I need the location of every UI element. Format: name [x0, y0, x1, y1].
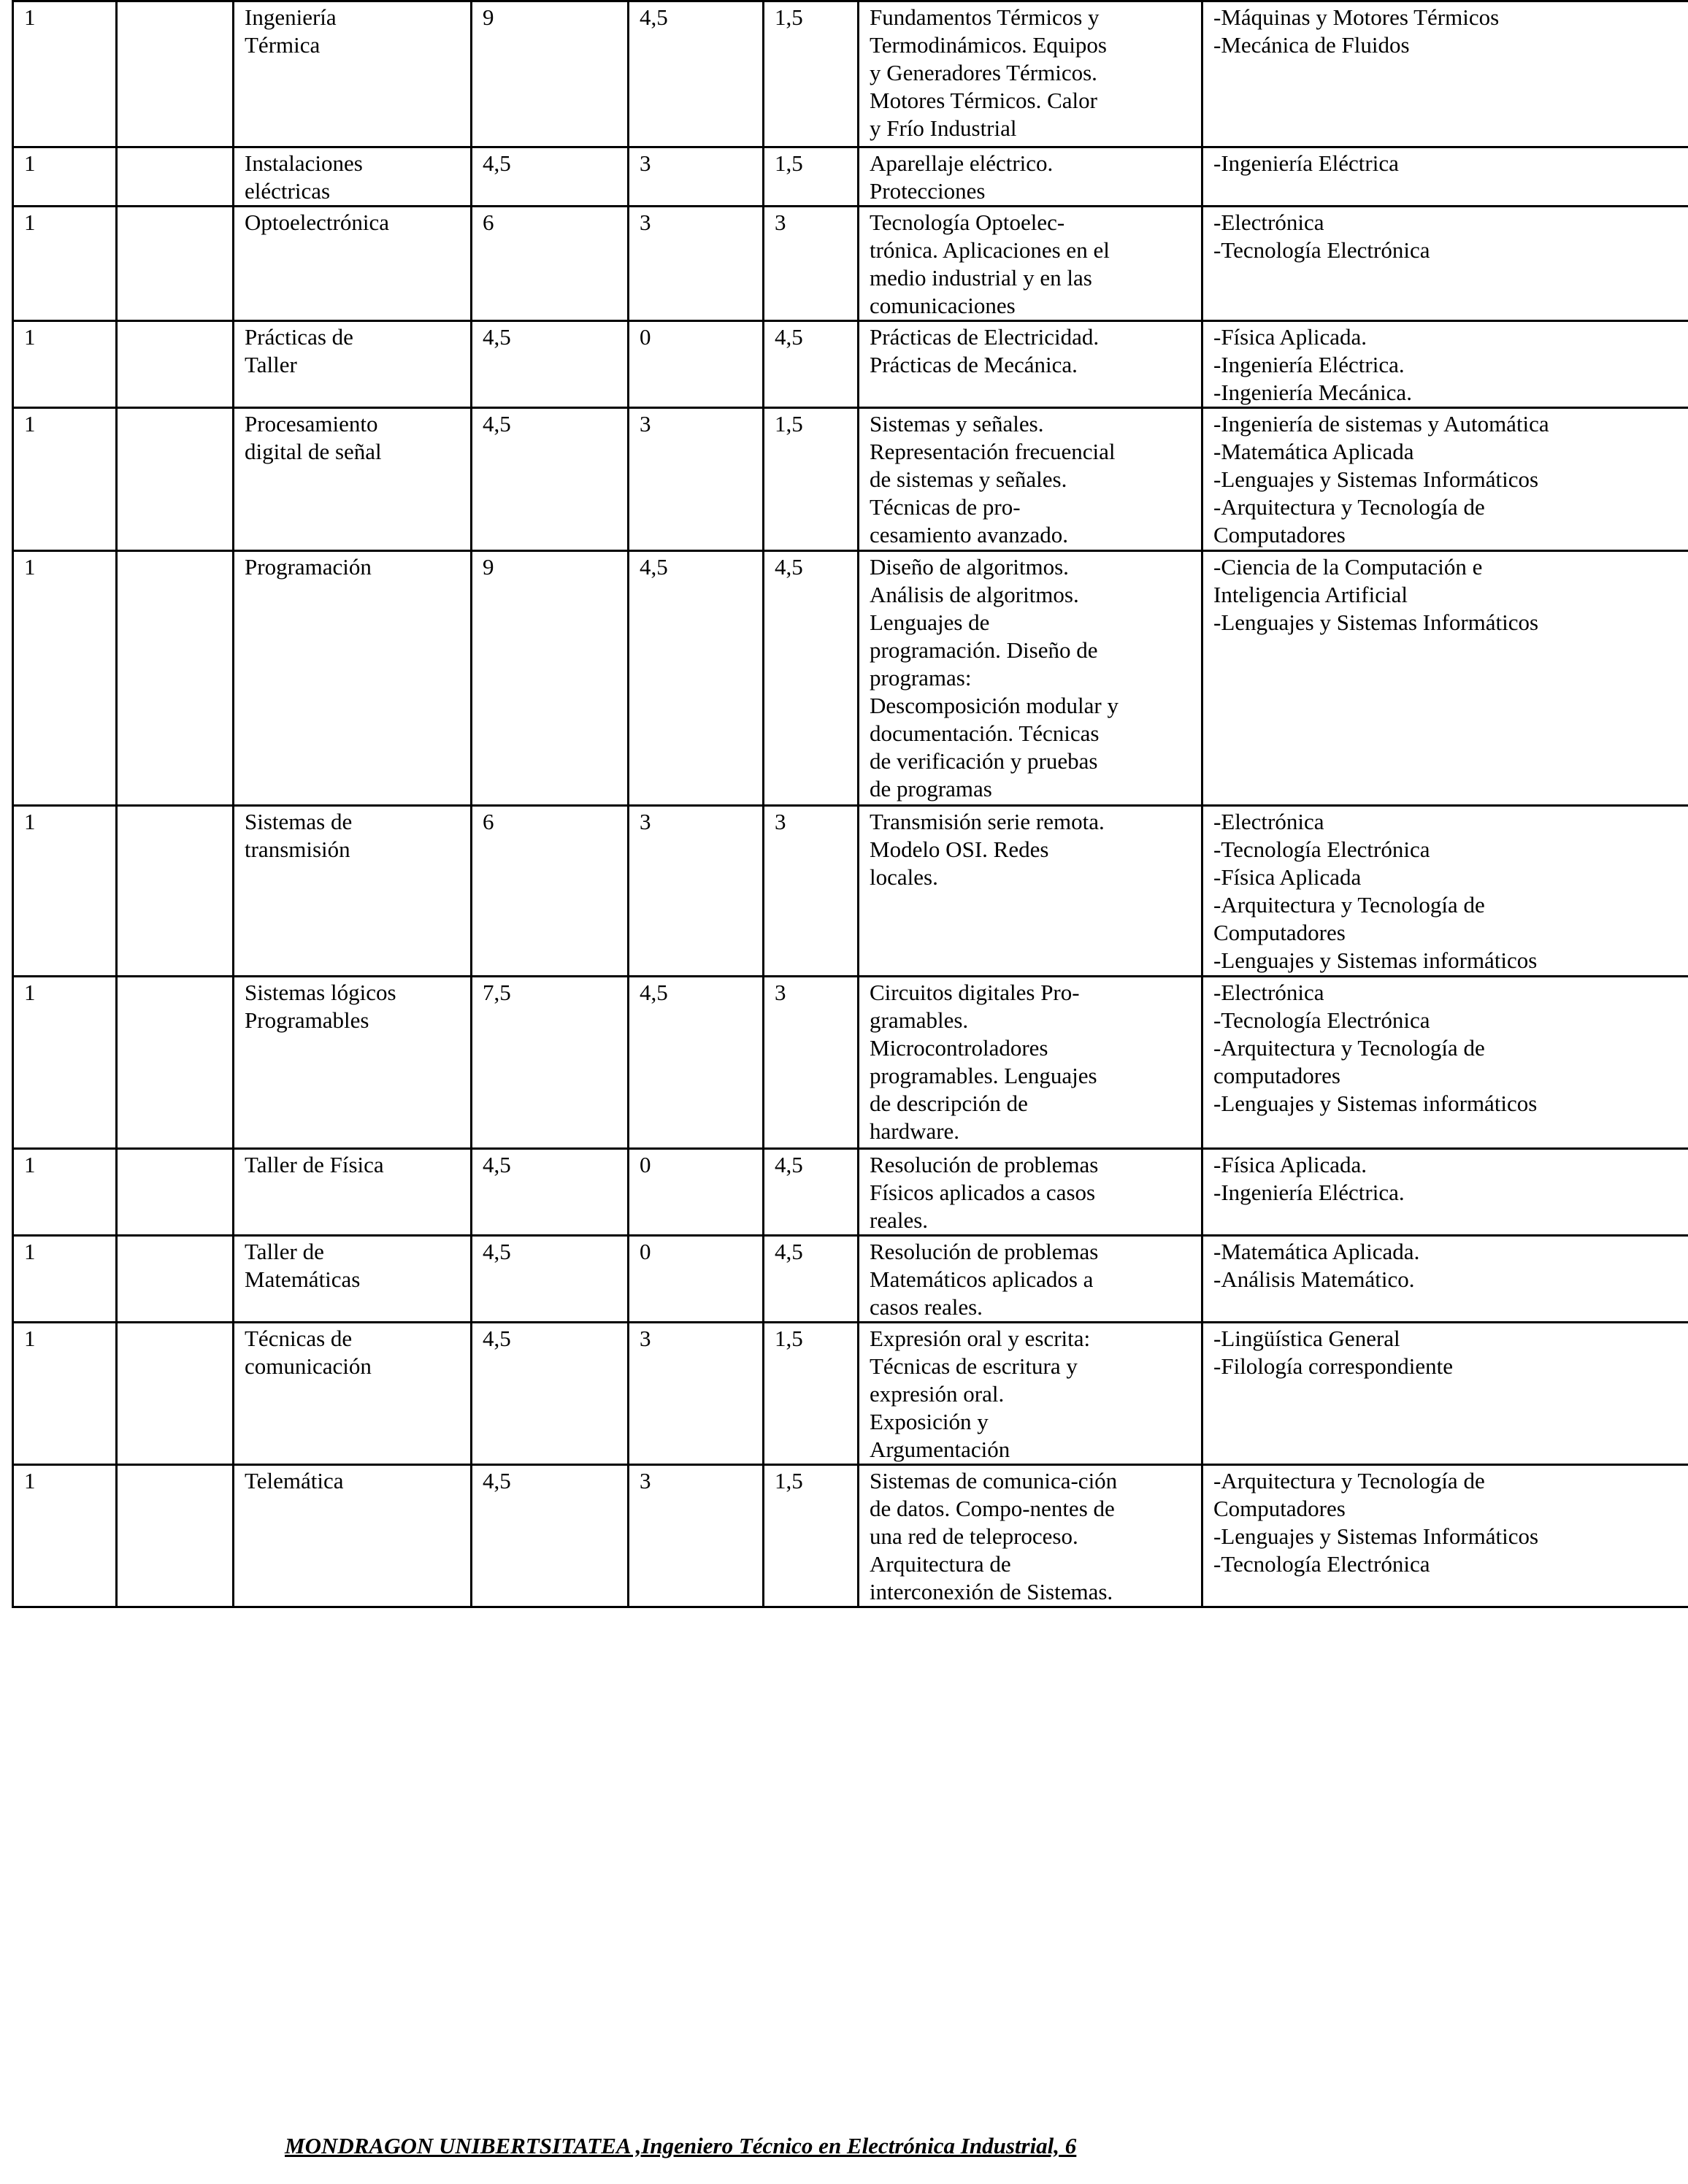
table-row [13, 977, 1688, 1149]
semester-cell [117, 977, 234, 1149]
descriptors-line: Protecciones [870, 178, 986, 204]
table-row [13, 1465, 1688, 1607]
knowledge-areas-line: -Tecnología Electrónica [1213, 1007, 1430, 1033]
subject-cell [234, 1149, 472, 1236]
knowledge-areas-cell [1202, 1465, 1688, 1607]
knowledge-areas-line: -Análisis Matemático. [1213, 1266, 1415, 1292]
descriptors-line: y Generadores Térmicos. [870, 60, 1097, 85]
descriptors-cell [859, 1323, 1202, 1465]
semester-cell [117, 207, 234, 321]
descriptors-line: Transmisión serie remota. [870, 809, 1105, 834]
subject-cell [234, 806, 472, 977]
table-row [13, 1, 1688, 147]
theory-credits-cell: 4,5 [629, 977, 764, 1149]
theory-credits-cell: 0 [629, 1236, 764, 1323]
descriptors-line: reales. [870, 1207, 929, 1233]
semester-cell [117, 1323, 234, 1465]
descriptors-line: trónica. Aplicaciones en el [870, 237, 1110, 263]
descriptors-line: Técnicas de pro- [870, 494, 1021, 520]
descriptors-line: de sistemas y señales. [870, 466, 1067, 492]
knowledge-areas-line: Computadores [1213, 1496, 1346, 1521]
subject-line: Programables [245, 1007, 369, 1033]
descriptors-line: programación. Diseño de [870, 637, 1098, 663]
semester-cell [117, 147, 234, 207]
descriptors-line: Fundamentos Térmicos y [870, 4, 1100, 30]
descriptors-cell [859, 207, 1202, 321]
subject-cell [234, 1, 472, 147]
knowledge-areas-line: -Tecnología Electrónica [1213, 237, 1430, 263]
knowledge-areas-line: -Lenguajes y Sistemas Informáticos [1213, 1523, 1539, 1549]
semester-cell [117, 1149, 234, 1236]
subject-cell [234, 1236, 472, 1323]
table-row [13, 551, 1688, 806]
descriptors-line: interconexión de Sistemas. [870, 1579, 1113, 1604]
knowledge-areas-line: -Máquinas y Motores Térmicos [1213, 4, 1500, 30]
table-row [13, 207, 1688, 321]
knowledge-areas-cell [1202, 551, 1688, 806]
subject-cell [234, 207, 472, 321]
subject-cell [234, 1465, 472, 1607]
subject-line: Taller de [245, 1239, 324, 1264]
descriptors-cell [859, 806, 1202, 977]
knowledge-areas-line: computadores [1213, 1063, 1340, 1088]
descriptors-line: Técnicas de escritura y [870, 1353, 1078, 1379]
descriptors-line: programas: [870, 665, 972, 691]
knowledge-areas-line: Inteligencia Artificial [1213, 582, 1408, 607]
descriptors-line: de verificación y pruebas [870, 748, 1098, 774]
descriptors-cell [859, 1149, 1202, 1236]
table-row [13, 408, 1688, 551]
total-credits-cell: 4,5 [472, 1323, 629, 1465]
semester-cell [117, 1, 234, 147]
descriptors-line: Exposición y [870, 1409, 989, 1434]
subject-line: Sistemas lógicos [245, 980, 396, 1005]
knowledge-areas-cell [1202, 321, 1688, 408]
knowledge-areas-line: -Ingeniería Eléctrica. [1213, 352, 1405, 377]
descriptors-line: Circuitos digitales Pro- [870, 980, 1080, 1005]
descriptors-cell [859, 1465, 1202, 1607]
table-row [13, 1236, 1688, 1323]
practical-credits-cell: 3 [764, 977, 859, 1149]
subject-line: digital de señal [245, 439, 382, 464]
curriculum-rows [13, 1, 1688, 1607]
descriptors-line: Aparellaje eléctrico. [870, 150, 1054, 176]
theory-credits-cell: 3 [629, 1465, 764, 1607]
subject-line: Ingeniería [245, 4, 337, 30]
table-row [13, 1323, 1688, 1465]
descriptors-line: Sistemas de comunica-ción [870, 1468, 1118, 1493]
practical-credits-cell: 4,5 [764, 1236, 859, 1323]
descriptors-line: de datos. Compo-nentes de [870, 1496, 1115, 1521]
descriptors-line: expresión oral. [870, 1381, 1005, 1407]
knowledge-areas-line: -Ingeniería Eléctrica [1213, 150, 1399, 176]
theory-credits-cell: 4,5 [629, 551, 764, 806]
descriptors-line: Tecnología Optoelec- [870, 209, 1065, 235]
course-cell: 1 [13, 408, 117, 551]
descriptors-line: una red de teleproceso. [870, 1523, 1078, 1549]
subject-line: Técnicas de [245, 1326, 353, 1351]
curriculum-table-container [12, 0, 1688, 1608]
theory-credits-cell: 3 [629, 147, 764, 207]
total-credits-cell: 4,5 [472, 321, 629, 408]
knowledge-areas-line: Computadores [1213, 920, 1346, 945]
descriptors-line: medio industrial y en las [870, 265, 1092, 291]
total-credits-cell: 4,5 [472, 1149, 629, 1236]
knowledge-areas-line: -Lenguajes y Sistemas informáticos [1213, 1091, 1538, 1116]
knowledge-areas-line: -Tecnología Electrónica [1213, 1551, 1430, 1577]
course-cell: 1 [13, 1323, 117, 1465]
subject-cell [234, 321, 472, 408]
practical-credits-cell: 1,5 [764, 408, 859, 551]
knowledge-areas-line: -Matemática Aplicada. [1213, 1239, 1420, 1264]
descriptors-line: Microcontroladores [870, 1035, 1048, 1061]
descriptors-line: programables. Lenguajes [870, 1063, 1097, 1088]
subject-line: Térmica [245, 32, 321, 58]
practical-credits-cell: 3 [764, 806, 859, 977]
subject-line: Sistemas de [245, 809, 353, 834]
knowledge-areas-line: -Arquitectura y Tecnología de [1213, 892, 1485, 918]
descriptors-line: Expresión oral y escrita: [870, 1326, 1091, 1351]
knowledge-areas-line: -Lingüística General [1213, 1326, 1400, 1351]
knowledge-areas-line: -Ingeniería Eléctrica. [1213, 1180, 1405, 1205]
knowledge-areas-line: -Filología correspondiente [1213, 1353, 1453, 1379]
subject-line: Telemática [245, 1468, 344, 1493]
descriptors-line: de descripción de [870, 1091, 1028, 1116]
knowledge-areas-cell [1202, 1323, 1688, 1465]
subject-line: eléctricas [245, 178, 331, 204]
page-footer: MONDRAGON UNIBERTSITATEA ,Ingeniero Técnico en Electrónica Industrial, 6 [285, 2133, 1077, 2158]
descriptors-line: Resolución de problemas [870, 1239, 1099, 1264]
practical-credits-cell: 1,5 [764, 1465, 859, 1607]
descriptors-line: Arquitectura de [870, 1551, 1011, 1577]
total-credits-cell: 6 [472, 806, 629, 977]
descriptors-line: Físicos aplicados a casos [870, 1180, 1096, 1205]
subject-cell [234, 977, 472, 1149]
knowledge-areas-cell [1202, 1149, 1688, 1236]
knowledge-areas-cell [1202, 408, 1688, 551]
theory-credits-cell: 0 [629, 321, 764, 408]
knowledge-areas-line: -Física Aplicada. [1213, 324, 1367, 350]
knowledge-areas-cell [1202, 147, 1688, 207]
knowledge-areas-cell [1202, 1, 1688, 147]
descriptors-cell [859, 147, 1202, 207]
descriptors-line: hardware. [870, 1118, 960, 1144]
course-cell: 1 [13, 1, 117, 147]
total-credits-cell: 9 [472, 1, 629, 147]
descriptors-line: de programas [870, 776, 992, 801]
course-cell: 1 [13, 1236, 117, 1323]
course-cell: 1 [13, 977, 117, 1149]
descriptors-line: y Frío Industrial [870, 115, 1017, 141]
knowledge-areas-line: -Lenguajes y Sistemas informáticos [1213, 947, 1538, 973]
theory-credits-cell: 0 [629, 1149, 764, 1236]
practical-credits-cell: 4,5 [764, 1149, 859, 1236]
descriptors-line: Diseño de algoritmos. [870, 554, 1069, 580]
course-cell: 1 [13, 806, 117, 977]
descriptors-line: Resolución de problemas [870, 1152, 1099, 1177]
subject-line: Prácticas de [245, 324, 353, 350]
knowledge-areas-line: Computadores [1213, 522, 1346, 547]
subject-line: Programación [245, 554, 372, 580]
theory-credits-cell: 3 [629, 408, 764, 551]
knowledge-areas-line: -Ingeniería Mecánica. [1213, 380, 1412, 405]
knowledge-areas-line: -Lenguajes y Sistemas Informáticos [1213, 610, 1539, 635]
knowledge-areas-line: -Matemática Aplicada [1213, 439, 1414, 464]
knowledge-areas-line: -Arquitectura y Tecnología de [1213, 1468, 1485, 1493]
descriptors-cell [859, 321, 1202, 408]
descriptors-cell [859, 1, 1202, 147]
theory-credits-cell: 3 [629, 1323, 764, 1465]
semester-cell [117, 806, 234, 977]
subject-line: comunicación [245, 1353, 372, 1379]
subject-cell [234, 408, 472, 551]
total-credits-cell: 4,5 [472, 1236, 629, 1323]
knowledge-areas-line: -Arquitectura y Tecnología de [1213, 1035, 1485, 1061]
table-row [13, 1149, 1688, 1236]
practical-credits-cell: 4,5 [764, 551, 859, 806]
descriptors-line: Matemáticos aplicados a [870, 1266, 1094, 1292]
subject-line: Matemáticas [245, 1266, 361, 1292]
knowledge-areas-line: -Electrónica [1213, 209, 1324, 235]
course-cell: 1 [13, 147, 117, 207]
practical-credits-cell: 1,5 [764, 147, 859, 207]
subject-line: Optoelectrónica [245, 209, 389, 235]
descriptors-line: locales. [870, 864, 938, 890]
course-cell: 1 [13, 207, 117, 321]
knowledge-areas-cell [1202, 806, 1688, 977]
knowledge-areas-line: -Lenguajes y Sistemas Informáticos [1213, 466, 1539, 492]
practical-credits-cell: 1,5 [764, 1, 859, 147]
course-cell: 1 [13, 1465, 117, 1607]
course-cell: 1 [13, 551, 117, 806]
descriptors-line: Descomposición modular y [870, 693, 1119, 718]
course-cell: 1 [13, 321, 117, 408]
descriptors-line: cesamiento avanzado. [870, 522, 1068, 547]
practical-credits-cell: 3 [764, 207, 859, 321]
knowledge-areas-line: -Ingeniería de sistemas y Automática [1213, 411, 1549, 437]
descriptors-line: Prácticas de Electricidad. [870, 324, 1100, 350]
theory-credits-cell: 4,5 [629, 1, 764, 147]
descriptors-cell [859, 551, 1202, 806]
descriptors-cell [859, 1236, 1202, 1323]
descriptors-line: Análisis de algoritmos. [870, 582, 1079, 607]
total-credits-cell: 4,5 [472, 1465, 629, 1607]
theory-credits-cell: 3 [629, 207, 764, 321]
descriptors-line: Prácticas de Mecánica. [870, 352, 1078, 377]
descriptors-line: Motores Térmicos. Calor [870, 88, 1097, 113]
subject-line: Taller [245, 352, 297, 377]
subject-cell [234, 1323, 472, 1465]
knowledge-areas-line: -Electrónica [1213, 809, 1324, 834]
total-credits-cell: 6 [472, 207, 629, 321]
semester-cell [117, 1465, 234, 1607]
knowledge-areas-cell [1202, 207, 1688, 321]
total-credits-cell: 4,5 [472, 147, 629, 207]
course-cell: 1 [13, 1149, 117, 1236]
subject-cell [234, 551, 472, 806]
subject-line: Instalaciones [245, 150, 363, 176]
knowledge-areas-line: -Física Aplicada [1213, 864, 1362, 890]
subject-line: transmisión [245, 837, 350, 862]
subject-line: Taller de Física [245, 1152, 384, 1177]
table-row [13, 321, 1688, 408]
semester-cell [117, 321, 234, 408]
subject-cell [234, 147, 472, 207]
descriptors-cell [859, 977, 1202, 1149]
descriptors-line: Argumentación [870, 1437, 1010, 1462]
table-row [13, 806, 1688, 977]
knowledge-areas-line: -Física Aplicada. [1213, 1152, 1367, 1177]
knowledge-areas-line: -Electrónica [1213, 980, 1324, 1005]
semester-cell [117, 408, 234, 551]
descriptors-line: Sistemas y señales. [870, 411, 1044, 437]
descriptors-line: Lenguajes de [870, 610, 990, 635]
descriptors-line: Modelo OSI. Redes [870, 837, 1049, 862]
descriptors-cell [859, 408, 1202, 551]
descriptors-line: gramables. [870, 1007, 969, 1033]
total-credits-cell: 7,5 [472, 977, 629, 1149]
semester-cell [117, 1236, 234, 1323]
subject-line: Procesamiento [245, 411, 378, 437]
knowledge-areas-cell [1202, 1236, 1688, 1323]
descriptors-line: Termodinámicos. Equipos [870, 32, 1108, 58]
curriculum-table [12, 0, 1688, 1608]
knowledge-areas-line: -Ciencia de la Computación e [1213, 554, 1483, 580]
table-row [13, 147, 1688, 207]
practical-credits-cell: 4,5 [764, 321, 859, 408]
descriptors-line: casos reales. [870, 1294, 983, 1320]
knowledge-areas-line: -Arquitectura y Tecnología de [1213, 494, 1485, 520]
knowledge-areas-cell [1202, 977, 1688, 1149]
descriptors-line: documentación. Técnicas [870, 720, 1100, 746]
descriptors-line: comunicaciones [870, 293, 1016, 318]
knowledge-areas-line: -Tecnología Electrónica [1213, 837, 1430, 862]
descriptors-line: Representación frecuencial [870, 439, 1116, 464]
knowledge-areas-line: -Mecánica de Fluidos [1213, 32, 1410, 58]
total-credits-cell: 4,5 [472, 408, 629, 551]
theory-credits-cell: 3 [629, 806, 764, 977]
semester-cell [117, 551, 234, 806]
practical-credits-cell: 1,5 [764, 1323, 859, 1465]
total-credits-cell: 9 [472, 551, 629, 806]
